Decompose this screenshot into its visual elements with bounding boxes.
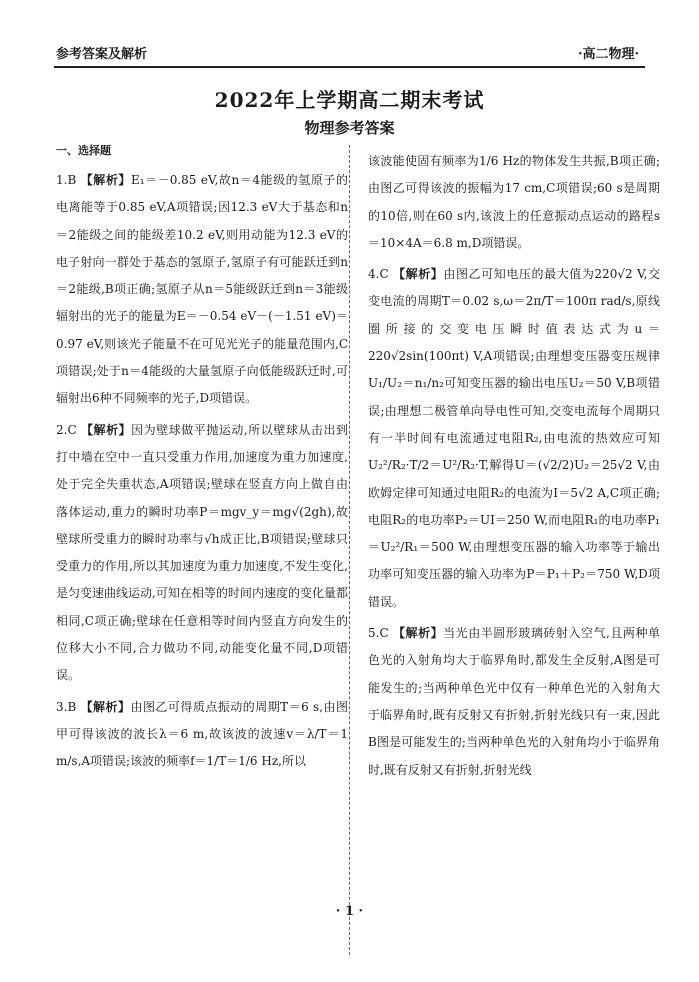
answer-5: [368, 620, 660, 784]
answer-3-continued: [368, 148, 660, 257]
answer-text: 因为壁球做平抛运动,所以壁球从击出到打中墙在空中一直只受重力作用,加速度为重力加速度,处于完全失重状态,A项错误;壁球在竖直方向上做自由落体运动,重力的瞬时功率P＝mgv_y＝mg√(2gh),故壁球所受重力的瞬时功率与√h成正比,B项错误;壁球只受重力的作用,所以其加速度为重力加速度,不发生变化,是匀变速曲线运动,可知在相等的时间内速度的变化量都相同,C项正确;壁球在任意相等时间内竖直方向发生的位移大小不同,合力做功不同,动能变化量不同,D项错误。: [56, 422, 348, 683]
answer-2: [56, 417, 348, 690]
answer-number: 4.C: [368, 267, 389, 282]
analysis-tag: 【解析】: [81, 422, 132, 437]
page-subtitle: 物理参考答案: [304, 119, 395, 137]
header-right: ·高二物理·: [577, 47, 639, 62]
answer-number: 5.C: [368, 626, 389, 641]
answer-4: [368, 261, 660, 616]
answer-text: 该波能使固有频率为1/6 Hz的物体发生共振,B项正确;由图乙可得该波的振幅为17 cm,C项错误;60 s是周期的10倍,则在60 s内,该波上的任意振动点运动的路程s＝10×4A＝6.8 m,D项错误。: [368, 154, 660, 250]
analysis-tag: 【解析】: [80, 699, 131, 714]
page-number: · 1 ·: [335, 904, 364, 919]
answer-3: [56, 694, 348, 776]
header-divider: [54, 66, 645, 68]
right-column: [368, 148, 660, 784]
left-column: [56, 142, 348, 776]
analysis-tag: 【解析】: [393, 626, 444, 641]
answer-text: 由图乙可得质点振动的周期T＝6 s,由图甲可得该波的波长λ＝6 m,故该波的波速v＝λ/T＝1 m/s,A项错误;该波的频率f＝1/T＝1/6 Hz,所以: [56, 699, 348, 769]
section-heading: 一、选择题: [56, 144, 111, 157]
column-divider: [349, 145, 350, 955]
header-left: 参考答案及解析: [56, 47, 148, 62]
analysis-tag: 【解析】: [80, 173, 131, 187]
analysis-tag: 【解析】: [393, 267, 444, 282]
answer-number: 1.B: [56, 173, 77, 187]
answer-number: 3.B: [56, 699, 77, 714]
page-title: 2022年上学期高二期末考试: [214, 88, 485, 112]
answer-text: 当光由半圆形玻璃砖射入空气,且两种单色光的入射角均大于临界角时,都发生全反射,A图是可能发生的;当两种单色光中仅有一种单色光的入射角大于临界角时,既有反射又有折射,折射光线只有一束,因此B图是可能发生的;当两种单色光的入射角均小于临界角时,既有反射又有折射,折射光线: [368, 626, 660, 777]
answer-number: 2.C: [56, 422, 77, 437]
answer-text: E₁＝－0.85 eV,故n＝4能级的氢原子的电离能等于0.85 eV,A项错误;因12.3 eV大于基态和n＝2能级之间的能级差10.2 eV,则用动能为12.3 eV的电子射向一群处于基态的氢原子,氢原子有可能跃迁到n＝2能级,B项正确;氢原子从n＝5能级跃迁到n＝3能级辐射出的光子的能量为E＝－0.54 eV－(－1.51 eV)＝0.97 eV,则该光子能量不在可见光光子的能量范围内,C项错误;处于n＝4能级的大量氢原子向低能级跃迁时,可辐射出6种不同频率的光子,D项错误。: [56, 173, 348, 406]
answer-1: [56, 167, 348, 413]
answer-text: 由图乙可知电压的最大值为220√2 V,交变电流的周期T＝0.02 s,ω＝2π/T＝100π rad/s,原线圈所接的交变电压瞬时值表达式为u＝220√2sin(100πt) V,A项错误;由理想变压器变压规律U₁/U₂＝n₁/n₂可知变压器的输出电压U₂＝50 V,B项错误;由理想二极管单向导电性可知,交变电流每个周期只有一半时间有电流通过电阻R₂,由电流的热效应可知U₂²/R₂·T/2＝U²/R₂·T,解得U＝(√2/2)U₂＝25√2 V,由欧姆定律可知通过电阻R₂的电流为I＝5√2 A,C项正确;电阻R₂的电功率P₂＝UI＝250 W,而电阻R₁的电功率P₁＝U₂²/R₁＝500 W,由理想变压器的输入功率等于输出功率可知变压器的输入功率为P＝P₁＋P₂＝750 W,D项错误。: [368, 267, 660, 609]
